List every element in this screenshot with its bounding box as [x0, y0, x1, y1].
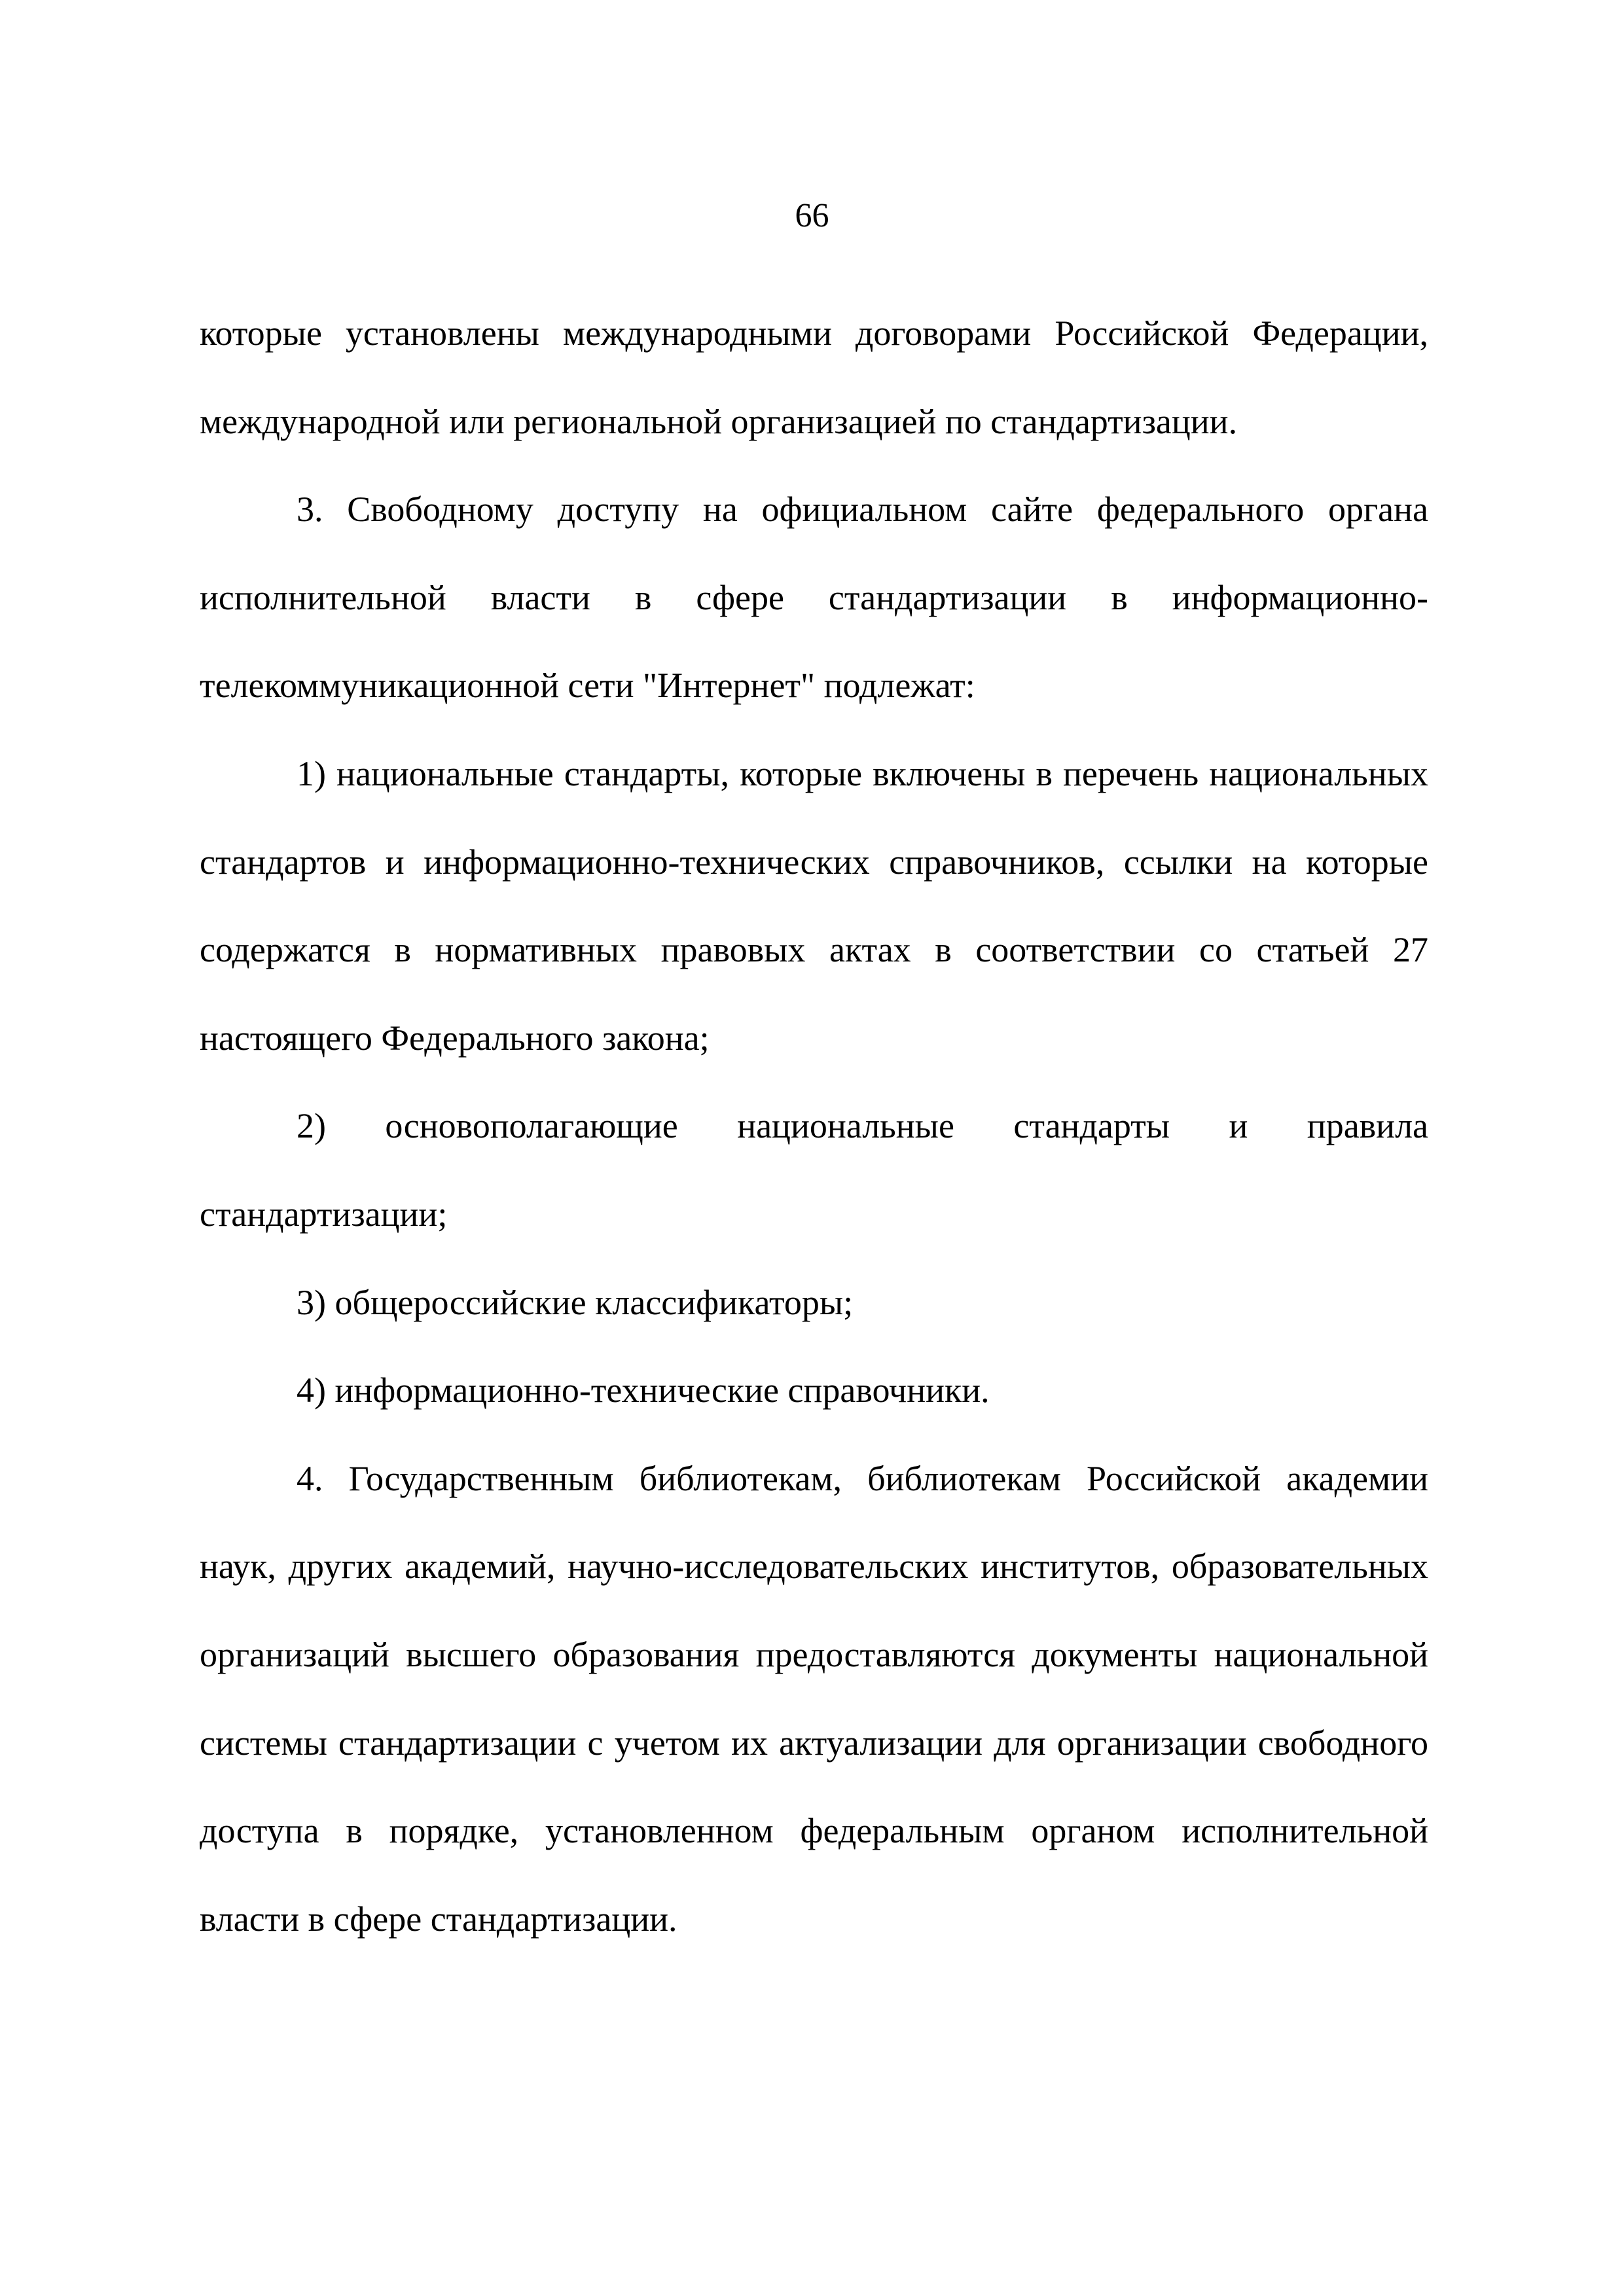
paragraph-item-3: 3. Свободному доступу на официальном сайте федерального органа исполнительной власти в сфере стандартизации в информационно-телекоммуникационной сети "Интернет" подлежат:: [200, 490, 1428, 706]
list-item-4: 4) информационно-технические справочники.: [297, 1371, 990, 1410]
list-item-2: 2) основополагающие национальные стандарты и правила стандартизации;: [200, 1106, 1428, 1234]
list-item-3: 3) общероссийские классификаторы;: [297, 1282, 854, 1322]
list-item-1: 1) национальные стандарты, которые включены в перечень национальных стандартов и информационно-технических справочников, ссылки на которые содержатся в нормативных правовых актах в соответствии со статьей 27 настоящего Федерального закона;: [200, 753, 1428, 1058]
paragraph-item-4: 4. Государственным библиотекам, библиотекам Российской академии наук, других академий, научно-исследовательских институтов, образовательных организаций высшего образования предоставляются документы национальной системы стандартизации с учетом их актуализации для организации свободного доступа в порядке, установленном федеральным органом исполнительной власти в сфере стандартизации.: [200, 1458, 1428, 1939]
paragraph-continuation: которые установлены международными договорами Российской Федерации, международной или региональной организацией по стандартизации.: [200, 314, 1428, 441]
document-body: [200, 289, 1428, 1963]
page-number: 66: [795, 197, 829, 234]
